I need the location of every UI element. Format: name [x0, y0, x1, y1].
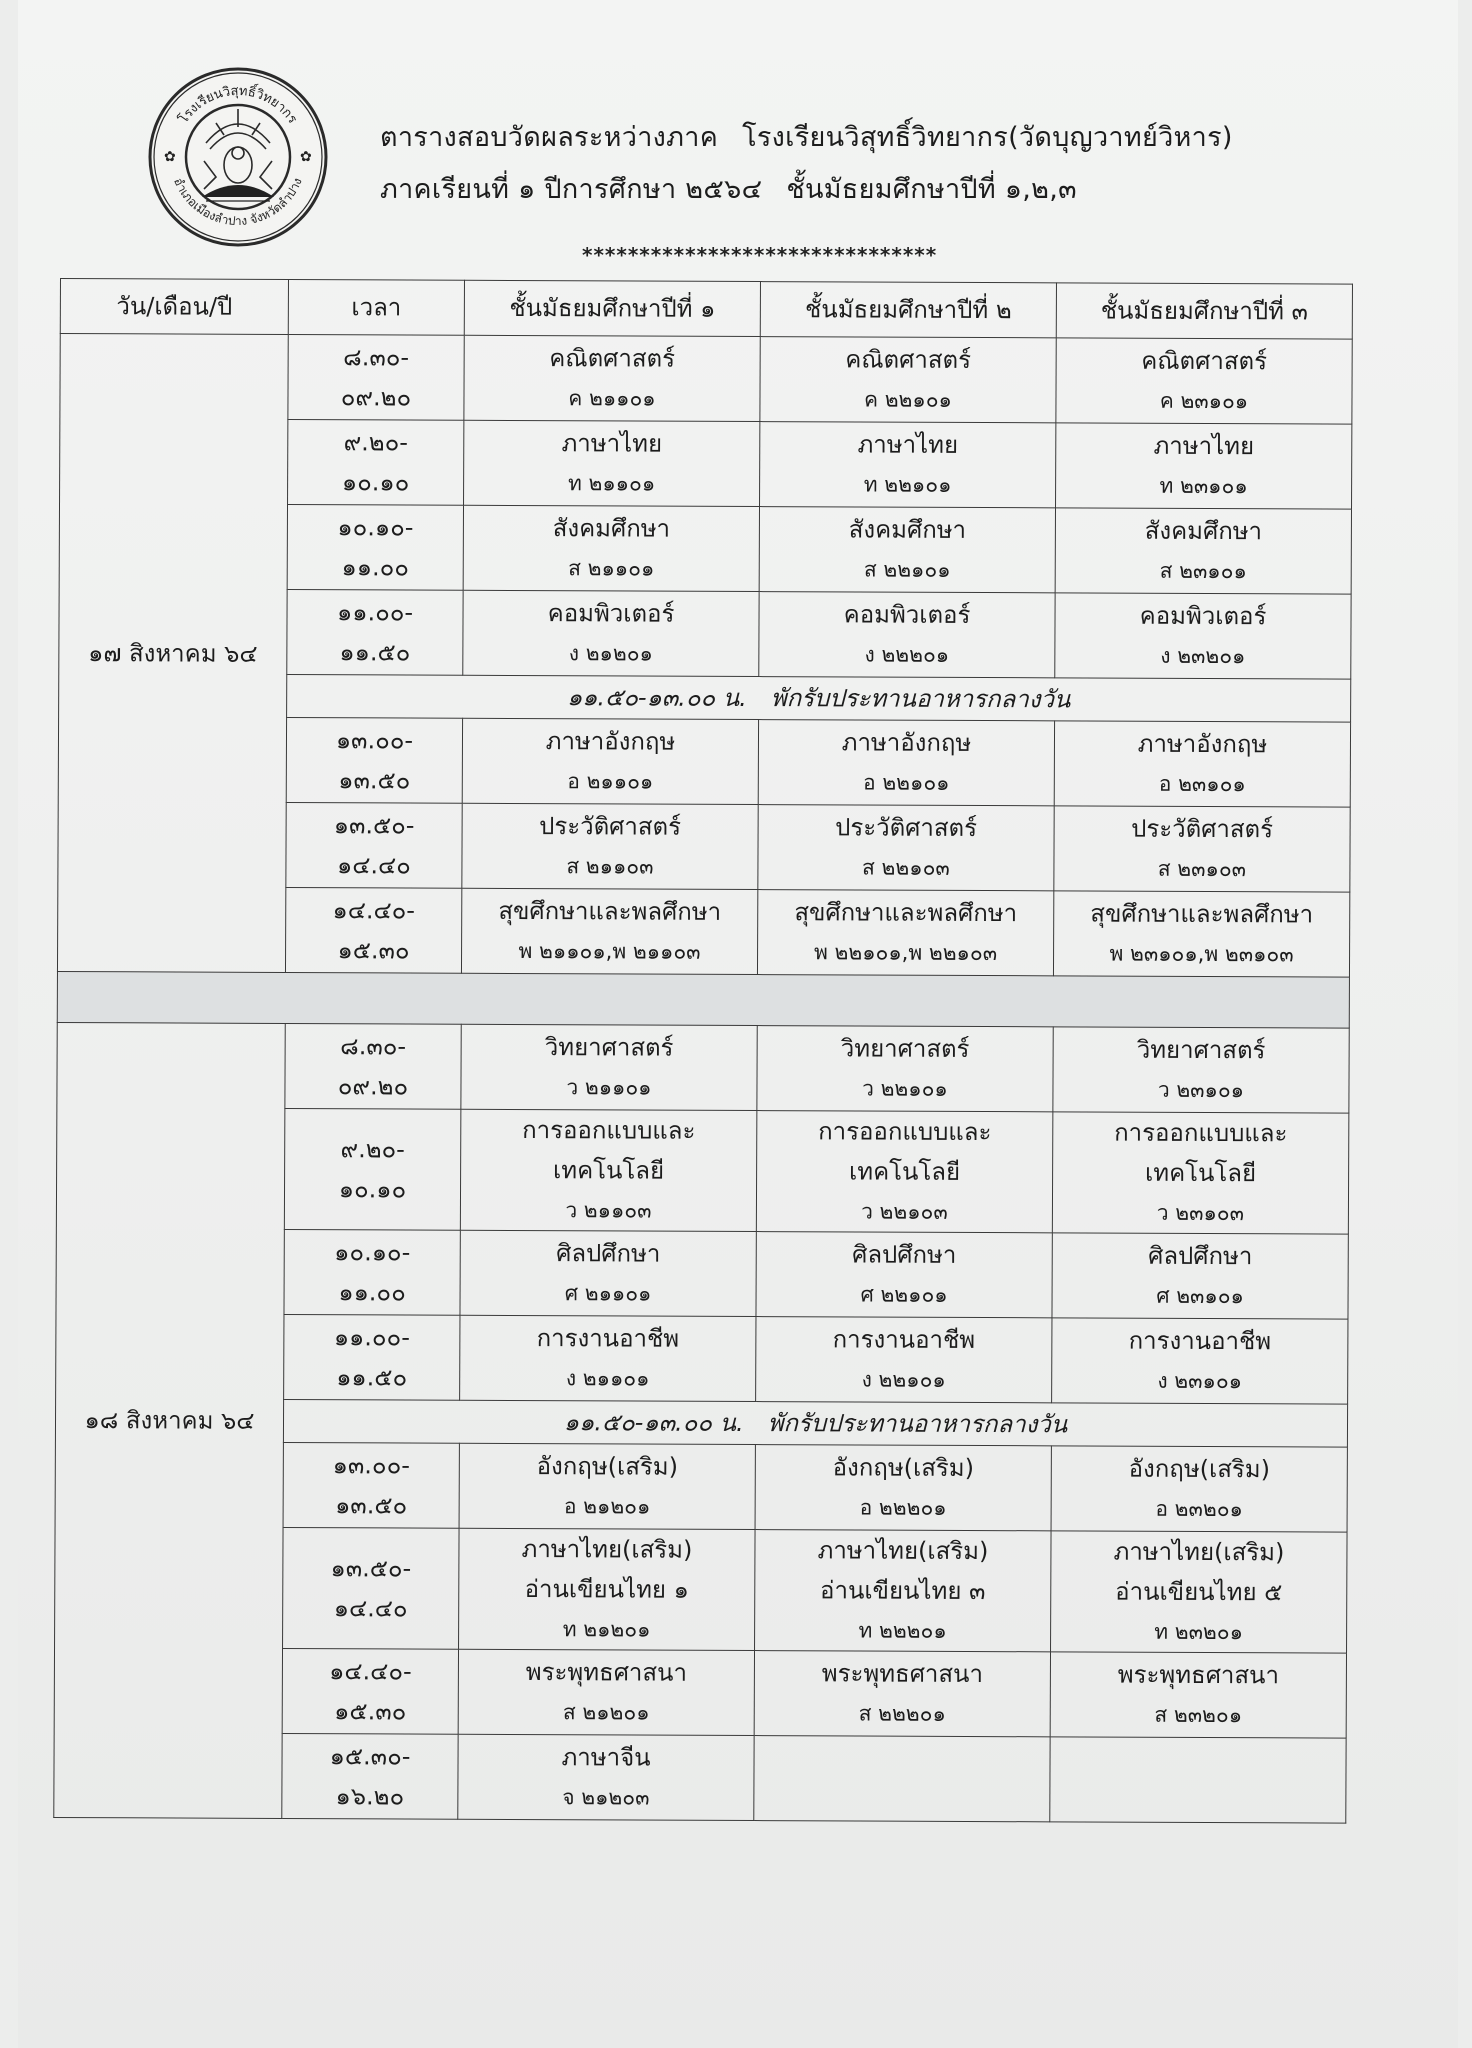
subject-code: อ ๒๑๒๐๑: [563, 1494, 651, 1519]
subject-code: ส ๒๒๑๐๓: [862, 855, 950, 880]
document-header: [380, 112, 1330, 216]
subject-code: อ ๒๒๒๐๑: [859, 1495, 947, 1520]
subject-code: ส ๒๑๑๐๑: [568, 556, 655, 581]
subject-cell: [1052, 1233, 1348, 1319]
subject-name: สังคมศึกษา: [552, 514, 671, 543]
header-m3: ชั้นมัธยมศึกษาปีที่ ๓: [1056, 283, 1352, 339]
subject-code: ว ๒๒๑๐๑: [862, 1076, 948, 1101]
subject-code: ว ๒๓๑๐๑: [1157, 1077, 1245, 1103]
time-end: ๐๙.๒๐: [337, 1072, 409, 1101]
time-end: ๑๑.๐๐: [341, 553, 410, 582]
subject-code: ง ๒๑๒๐๑: [568, 641, 653, 666]
subject-name: ภาษาจีน: [561, 1743, 651, 1772]
subject-cell: [1056, 338, 1352, 424]
subject-cell: [461, 888, 757, 974]
subject-cell: [759, 592, 1055, 678]
time-end: ๑๕.๓๐: [337, 936, 410, 965]
lunch-time: ๑๑.๕๐-๑๓.๐๐ น.: [566, 683, 747, 713]
subject-name: คณิตศาสตร์: [845, 345, 972, 374]
subject-name: สังคมศึกษา: [1144, 516, 1263, 546]
time-start: ๙.๒๐-: [340, 1135, 405, 1164]
subject-name: คอมพิวเตอร์: [1139, 601, 1267, 631]
subject-name: ภาษาไทย(เสริม): [521, 1535, 693, 1564]
subject-name: การออกแบบและ: [818, 1117, 992, 1147]
subject-cell: [460, 1315, 756, 1401]
subject-cell: [759, 507, 1055, 593]
time-start: ๑๓.๐๐-: [332, 1451, 410, 1480]
subject-name: การงานอาชีพ: [536, 1324, 680, 1353]
semester-year: ภาคเรียนที่ ๑ ปีการศึกษา ๒๕๖๔: [380, 174, 763, 205]
subject-cell: [756, 1232, 1052, 1318]
subject-name: วิทยาศาสตร์: [840, 1034, 970, 1063]
subject-name: สังคมศึกษา: [848, 515, 967, 544]
time-start: ๑๓.๐๐-: [335, 726, 414, 755]
time-slot: [285, 1023, 461, 1109]
subject-cell: [460, 1230, 756, 1316]
time-end: ๑๕.๓๐: [334, 1697, 407, 1726]
time-start: ๑๔.๔๐-: [332, 896, 416, 925]
time-slot: [285, 887, 461, 973]
subject-cell: [463, 590, 759, 676]
time-end: ๑๓.๕๐: [335, 1491, 408, 1520]
svg-text:โรงเรียนวิสุทธิ์วิทยากร: โรงเรียนวิสุทธิ์วิทยากร: [176, 83, 300, 127]
subject-code: ง ๒๑๑๐๑: [565, 1366, 650, 1391]
time-end: ๐๙.๒๐: [340, 383, 412, 412]
subject-code: พ ๒๓๑๐๑,พ ๒๓๑๐๓: [1109, 941, 1294, 967]
time-slot: [284, 1229, 460, 1315]
time-start: ๘.๓๐-: [343, 343, 410, 372]
subject-cell: [754, 1651, 1050, 1737]
subject-cell: [758, 720, 1054, 806]
subject-cell: [461, 1024, 757, 1110]
subject-code: ค ๒๓๑๐๑: [1159, 388, 1249, 414]
time-slot: [284, 1108, 461, 1230]
exam-schedule-table: [53, 278, 1353, 1824]
subject-cell: [1052, 1318, 1348, 1404]
subject-cell: [1053, 891, 1349, 977]
subject-code: ง ๒๒๑๐๑: [861, 1367, 946, 1392]
subject-cell: [756, 1317, 1052, 1403]
subject-name: พระพุทธศาสนา: [525, 1658, 688, 1687]
subject-name: เทคโนโลยี: [553, 1156, 665, 1185]
subject-cell: [464, 420, 760, 506]
subject-name: ศิลปศึกษา: [556, 1239, 661, 1268]
subject-name: ภาษาไทย: [561, 429, 663, 458]
time-slot: [286, 717, 462, 803]
subject-name: ศิลปศึกษา: [1148, 1241, 1253, 1271]
subject-name: การออกแบบและ: [522, 1116, 696, 1145]
subject-cell: [1052, 1112, 1349, 1234]
header-time: เวลา: [288, 279, 464, 335]
day-separator-row: [57, 971, 1349, 1028]
time-start: ๑๓.๕๐-: [333, 811, 415, 840]
subject-cell: [758, 805, 1054, 891]
time-end: ๑๔.๔๐: [333, 1594, 408, 1623]
lunch-text: พักรับประทานอาหารกลางวัน: [767, 1409, 1068, 1439]
subject-code: ท ๒๒๑๐๑: [863, 472, 952, 497]
subject-name: สุขศึกษาและพลศึกษา: [794, 898, 1018, 928]
time-end: ๑๐.๑๐: [341, 468, 410, 497]
subject-cell: [1051, 1531, 1348, 1653]
subject-name: คอมพิวเตอร์: [547, 599, 675, 628]
subject-code: ง ๒๓๑๐๑: [1157, 1368, 1243, 1394]
subject-cell: [462, 718, 758, 804]
svg-text:อำเภอเมืองลำปาง จังหวัดลำปาง: อำเภอเมืองลำปาง จังหวัดลำปาง: [171, 175, 305, 229]
subject-name: อ่านเขียนไทย ๑: [524, 1575, 689, 1604]
subject-code: จ ๒๑๒๐๓: [562, 1785, 650, 1810]
subject-name: วิทยาศาสตร์: [1136, 1035, 1266, 1065]
subject-code: อ ๒๓๒๐๑: [1155, 1496, 1243, 1522]
subject-name: อังกฤษ(เสริม): [536, 1452, 679, 1481]
subject-name: พระพุทธศาสนา: [1117, 1660, 1280, 1690]
subject-cell: [458, 1734, 754, 1820]
subject-name: อ่านเขียนไทย ๕: [1115, 1577, 1283, 1607]
time-start: ๑๕.๓๐-: [329, 1742, 411, 1771]
time-end: ๑๓.๕๐: [338, 766, 411, 795]
time-end: ๑๑.๐๐: [338, 1278, 406, 1307]
subject-name: การออกแบบและ: [1114, 1118, 1288, 1148]
time-end: ๑๐.๑๐: [338, 1175, 407, 1204]
subject-name: สุขศึกษาและพลศึกษา: [1090, 899, 1314, 929]
time-slot: [283, 1442, 459, 1528]
time-slot: [282, 1733, 458, 1819]
subject-cell: [754, 1736, 1050, 1822]
subject-cell: [463, 505, 759, 591]
time-start: ๑๓.๕๐-: [330, 1554, 412, 1583]
subject-code: อ ๒๑๑๐๑: [567, 769, 654, 794]
header-date: วัน/เดือน/ปี: [60, 279, 288, 335]
subject-name: เทคโนโลยี: [849, 1157, 961, 1186]
exam-date: ๑๘ สิงหาคม ๖๔: [54, 1022, 285, 1818]
subject-code: ว ๒๑๑๐๓: [565, 1198, 652, 1223]
table-row: [57, 1022, 1349, 1113]
subject-cell: [760, 422, 1056, 508]
subject-name: คณิตศาสตร์: [549, 344, 676, 373]
subject-code: ง ๒๒๒๐๑: [864, 642, 950, 667]
time-start: ๑๐.๑๐-: [337, 513, 414, 542]
subject-code: ส ๒๓๑๐๓: [1157, 856, 1247, 882]
time-slot: [288, 334, 464, 420]
header-m2: ชั้นมัธยมศึกษาปีที่ ๒: [760, 282, 1056, 338]
subject-code: ส ๒๒๑๐๑: [863, 557, 951, 582]
lunch-text: พักรับประทานอาหารกลางวัน: [770, 684, 1071, 714]
school-name: โรงเรียนวิสุทธิ์วิทยากร(วัดบุญวาทย์วิหาร): [742, 122, 1233, 153]
lunch-break: [287, 674, 1351, 722]
subject-cell: [1055, 508, 1351, 594]
subject-cell: [1053, 1027, 1349, 1113]
svg-text:✿: ✿: [300, 149, 312, 165]
subject-code: อ ๒๒๑๐๑: [863, 770, 950, 795]
subject-name: คณิตศาสตร์: [1141, 346, 1268, 376]
table-row: [60, 334, 1352, 425]
subject-name: ภาษาไทย: [1153, 431, 1255, 461]
subject-cell: [462, 803, 758, 889]
time-end: ๑๖.๒๐: [335, 1782, 405, 1811]
time-slot: [284, 1314, 460, 1400]
subject-code: ศ ๒๓๑๐๑: [1156, 1283, 1244, 1309]
subject-code: ค ๒๑๑๐๑: [568, 386, 656, 411]
time-end: ๑๑.๕๐: [336, 1363, 408, 1392]
subject-cell: [464, 335, 760, 421]
subject-cell: [1055, 593, 1351, 679]
subject-name: การงานอาชีพ: [1128, 1326, 1272, 1356]
subject-cell: [755, 1530, 1052, 1652]
subject-name: ภาษาอังกฤษ: [1137, 729, 1268, 759]
subject-code: ส ๒๒๒๐๑: [858, 1701, 946, 1726]
subject-name: คอมพิวเตอร์: [843, 600, 971, 629]
subject-name: ภาษาอังกฤษ: [545, 727, 676, 756]
title-line-2: [380, 164, 1330, 216]
subject-name: ภาษาไทย(เสริม): [1113, 1537, 1285, 1567]
subject-name: สุขศึกษาและพลศึกษา: [498, 896, 722, 926]
svg-text:✿: ✿: [164, 149, 176, 165]
subject-code: ว ๒๒๑๐๓: [861, 1199, 948, 1224]
subject-cell: [1054, 721, 1350, 807]
subject-code: ว ๒๑๑๐๑: [566, 1075, 652, 1100]
subject-code: ท ๒๑๒๐๑: [562, 1617, 651, 1642]
subject-cell: [458, 1649, 754, 1735]
subject-cell: [756, 1111, 1053, 1233]
subject-code: ท ๒๓๒๐๑: [1154, 1619, 1244, 1645]
time-slot: [287, 504, 463, 590]
subject-name: ศิลปศึกษา: [852, 1240, 957, 1269]
subject-name: วิทยาศาสตร์: [544, 1033, 674, 1062]
subject-name: พระพุทธศาสนา: [821, 1659, 984, 1689]
time-end: ๑๑.๕๐: [339, 638, 411, 667]
subject-name: อ่านเขียนไทย ๓: [820, 1576, 986, 1606]
subject-name: อังกฤษ(เสริม): [832, 1453, 975, 1482]
subject-code: อ ๒๓๑๐๑: [1158, 771, 1246, 797]
subject-code: ง ๒๓๒๐๑: [1160, 643, 1246, 669]
subject-name: ภาษาไทย: [857, 430, 959, 459]
table-header-row: [60, 279, 1352, 340]
time-start: ๑๐.๑๐-: [334, 1238, 411, 1267]
subject-name: เทคโนโลยี: [1145, 1158, 1257, 1188]
subject-code: ส ๒๑๒๐๑: [562, 1700, 650, 1725]
subject-cell: [1050, 1737, 1346, 1823]
subject-cell: [459, 1528, 756, 1650]
subject-code: ศ ๒๒๑๐๑: [860, 1282, 948, 1307]
title-line-1: [380, 112, 1330, 164]
subject-code: พ ๒๒๑๐๑,พ ๒๒๑๐๓: [813, 940, 998, 966]
subject-name: ประวัติศาสตร์: [1131, 814, 1274, 844]
subject-cell: [1054, 806, 1350, 892]
subject-cell: [755, 1445, 1051, 1531]
subject-cell: [459, 1443, 755, 1529]
subject-name: ภาษาไทย(เสริม): [817, 1536, 989, 1566]
subject-cell: [760, 337, 1056, 423]
time-slot: [283, 1527, 460, 1649]
time-start: ๑๑.๐๐-: [333, 1323, 410, 1352]
subject-code: ท ๒๒๒๐๑: [858, 1618, 947, 1643]
subject-code: ส ๒๑๑๐๓: [566, 854, 654, 879]
time-start: ๑๔.๔๐-: [329, 1657, 412, 1686]
subject-name: ภาษาอังกฤษ: [841, 728, 972, 757]
separator-stars: *******************************: [582, 243, 938, 267]
subject-cell: [1051, 1446, 1347, 1532]
subject-cell: [757, 1026, 1053, 1112]
subject-code: ส ๒๓๒๐๑: [1154, 1702, 1243, 1728]
subject-name: ประวัติศาสตร์: [539, 812, 682, 841]
time-start: ๘.๓๐-: [340, 1032, 407, 1061]
time-slot: [288, 419, 464, 505]
subject-code: ท ๒๑๑๐๑: [567, 471, 656, 496]
lunch-break: [283, 1399, 1347, 1447]
day-separator: [57, 971, 1349, 1028]
subject-code: ว ๒๓๑๐๓: [1156, 1200, 1245, 1226]
subject-code: ศ ๒๑๑๐๑: [564, 1281, 652, 1306]
school-seal-logo: [146, 65, 330, 249]
subject-cell: [1050, 1652, 1346, 1738]
subject-cell: [460, 1109, 757, 1231]
lunch-time: ๑๑.๕๐-๑๓.๐๐ น.: [563, 1408, 744, 1437]
subject-cell: [1056, 423, 1352, 509]
time-slot: [282, 1648, 458, 1734]
subject-name: อังกฤษ(เสริม): [1128, 1454, 1271, 1484]
subject-cell: [757, 890, 1053, 976]
subject-name: การงานอาชีพ: [832, 1325, 976, 1355]
time-start: ๑๑.๐๐-: [336, 598, 414, 627]
subject-code: ส ๒๓๑๐๑: [1159, 558, 1247, 584]
grade-levels: ชั้นมัธยมศึกษาปีที่ ๑,๒,๓: [786, 174, 1077, 205]
time-start: ๙.๒๐-: [343, 428, 409, 457]
header-m1: ชั้นมัธยมศึกษาปีที่ ๑: [464, 280, 760, 336]
exam-date: ๑๗ สิงหาคม ๖๔: [57, 334, 288, 973]
time-end: ๑๔.๔๐: [336, 851, 411, 880]
time-slot: [287, 589, 463, 675]
exam-title: ตารางสอบวัดผลระหว่างภาค: [380, 122, 719, 153]
subject-code: ท ๒๓๑๐๑: [1159, 473, 1248, 499]
time-slot: [286, 802, 462, 888]
subject-code: ค ๒๒๑๐๑: [863, 387, 952, 412]
subject-name: ประวัติศาสตร์: [835, 813, 978, 843]
subject-code: พ ๒๑๑๐๑,พ ๒๑๑๐๓: [518, 939, 701, 964]
